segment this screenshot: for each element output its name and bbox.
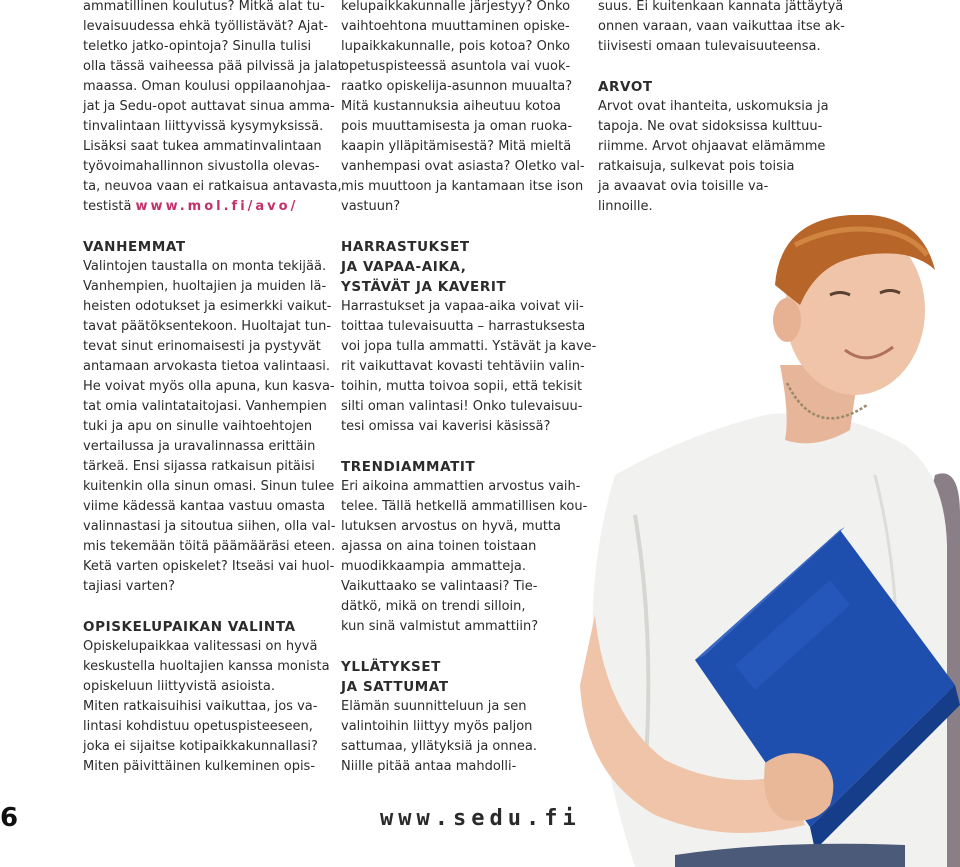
text-line: Valintojen taustalla on monta tekijää. [83, 259, 327, 274]
section-opiskelupaikan-valinta [83, 617, 330, 777]
section-heading: ARVOT [598, 79, 653, 95]
text-line: riimme. Arvot ohjaavat elämämme [598, 139, 826, 154]
text-line: keskustella huoltajien kanssa monista [83, 659, 330, 674]
text-line: maassa. Oman koulusi oppilaanohjaa- [83, 79, 331, 94]
text-line: sattumaa, yllätyksiä ja onnea. [341, 739, 537, 754]
text-line: Elämän suunnitteluun ja sen [341, 699, 527, 714]
text-line: mis tekemään töitä päämääräsi eteen. [83, 539, 336, 554]
text-line: Miten ratkaisuihisi vaikuttaa, jos va- [83, 699, 318, 714]
section-harrastukset [341, 237, 597, 437]
text-line: valintoihin liittyy myös paljon [341, 719, 533, 734]
section-trendiammatit [341, 457, 588, 637]
continued-paragraph [598, 0, 845, 57]
text-line: vaihtoehtona muuttaminen opiske- [341, 19, 570, 34]
text-line: voi jopa tulla ammatti. Ystävät ja kave- [341, 339, 597, 354]
text-line: tärkeä. Ensi sijassa ratkaisun pitäisi [83, 459, 315, 474]
text-line: olla tässä vaiheessa pää pilvissä ja jalat [83, 59, 343, 74]
text-line: vertailussa ja uravalinnassa erittäin [83, 439, 316, 454]
text-line: tevat sinut erinomaisesti ja pystyvät [83, 339, 321, 354]
text-line: Ketä varten opiskelet? Itseäsi vai huol- [83, 559, 335, 574]
text-line: mis muuttoon ja kantamaan itse ison [341, 179, 584, 194]
text-line: kelupaikkakunnalle järjestyy? Onko [341, 0, 571, 14]
text-line: Vaikuttaako se valintaasi? Tie- [341, 579, 538, 594]
text-line: raatko opiskelija-asunnon muualta? [341, 79, 573, 94]
text-line: valinnastasi ja sitoutua siihen, olla val- [83, 519, 336, 534]
section-heading: OPISKELUPAIKAN VALINTA [83, 619, 296, 635]
text-line: telee. Tällä hetkellä ammatillisen kou- [341, 499, 588, 514]
text-line: muodikkaampia ammatteja. [341, 559, 526, 574]
section-vanhemmat [83, 237, 336, 597]
text-line: tavat päätöksentekoon. Huoltajat tun- [83, 319, 332, 334]
text-line: rit vaikuttavat kovasti tehtäviin valin- [341, 359, 585, 374]
section-heading: JA VAPAA-AIKA, [341, 259, 467, 275]
ear [773, 298, 801, 342]
student-photo [575, 215, 960, 867]
text-line: tesi omissa vai kaverisi käsissä? [341, 419, 551, 434]
text-line: joka ei sijaitse kotipaikkakunnallasi? [83, 739, 318, 754]
hand [764, 753, 833, 821]
text-line: tapoja. Ne ovat sidoksissa kulttuu- [598, 119, 823, 134]
text-line: opetuspisteessä asuntola vai vuok- [341, 59, 571, 74]
text-line: tinvalintaan liittyvissä kysymyksissä. [83, 119, 324, 134]
text-line: Niille pitää antaa mahdolli- [341, 759, 517, 774]
intro-paragraph [83, 0, 343, 217]
text-line: levaisuudessa ehkä työllistävät? Ajat- [83, 19, 329, 34]
text-line: tiivisesti omaan tulevaisuuteensa. [598, 39, 821, 54]
text-line: heisten odotukset ja esimerkki vaikut- [83, 299, 332, 314]
text-line: pois muuttamisesta ja oman ruoka- [341, 119, 573, 134]
text-line: silti oman valintasi! Onko tulevaisuu- [341, 399, 583, 414]
text-line: ammatillinen koulutus? Mitkä alat tu- [83, 0, 325, 14]
text-line: tat omia valintataitojasi. Vanhempien [83, 399, 327, 414]
text-line: toihin, mutta toivoa sopii, että tekisit [341, 379, 583, 394]
section-arvot [598, 77, 829, 217]
mol-link[interactable]: www.mol.fi/avo/ [135, 199, 299, 214]
text-line: antamaan arvokasta tietoa valintaasi. [83, 359, 330, 374]
text-line: Mitä kustannuksia aiheutuu kotoa [341, 99, 561, 114]
text-line: viime kädessä kantaa vastuu omasta [83, 499, 326, 514]
text-line: opiskeluun liittyvistä asioista. [83, 679, 275, 694]
section-heading: JA SATTUMAT [341, 679, 449, 695]
text-line: Arvot ovat ihanteita, uskomuksia ja [598, 99, 829, 114]
text-line: Vanhempien, huoltajien ja muiden lä- [83, 279, 327, 294]
continued-paragraph [341, 0, 585, 217]
section-heading: HARRASTUKSET [341, 239, 470, 255]
text-line: lintasi kohdistuu opetuspisteeseen, [83, 719, 313, 734]
text-line: Eri aikoina ammattien arvostus vaih- [341, 479, 581, 494]
text-line: teletko jatko-opintoja? Sinulla tulisi [83, 39, 312, 54]
text-line: työvoimahallinnon sivustolla olevas- [83, 159, 320, 174]
text-line: tuki ja apu on sinulle vaihtoehtojen [83, 419, 313, 434]
page-number: 6 [0, 803, 19, 833]
section-yllatykset [341, 657, 561, 777]
section-heading: YSTÄVÄT JA KAVERIT [341, 279, 507, 295]
text-line: vanhempasi ovat asiasta? Oletko val- [341, 159, 585, 174]
column-3 [598, 0, 845, 217]
text-line: Lisäksi saat tukea ammatinvalintaan [83, 139, 322, 154]
text-line: Opiskelupaikkaa valitessasi on hyvä [83, 639, 318, 654]
section-heading: TRENDIAMMATIT [341, 459, 476, 475]
section-heading: VANHEMMAT [83, 239, 186, 255]
text-line: Harrastukset ja vapaa-aika voivat vii- [341, 299, 584, 314]
text-line: kuitenkin olla sinun omasi. Sinun tulee [83, 479, 335, 494]
text-line: kun sinä valmistut ammattiin? [341, 619, 539, 634]
text-line: onnen varaan, vaan vaikuttaa itse ak- [598, 19, 845, 34]
text-line: dätkö, mikä on trendi silloin, [341, 599, 526, 614]
text-line [83, 197, 303, 217]
text-line: linnoille. [598, 199, 653, 214]
text-line: lupaikkakunnalle, pois kotoa? Onko [341, 39, 571, 54]
text-line: tajiasi varten? [83, 579, 176, 594]
text-line: ta, neuvoa vaan ei ratkaisua antavasta, [83, 179, 342, 194]
footer-url[interactable]: www.sedu.fi [380, 806, 581, 831]
text-fragment: testistä [83, 199, 136, 214]
text-line: He voivat myös olla apuna, kun kasva- [83, 379, 335, 394]
text-line: ja avaavat ovia toisille va- [598, 179, 769, 194]
text-line: lutuksen arvostus on hyvä, mutta [341, 519, 561, 534]
text-line: kaapin ylläpitämisestä? Mitä mieltä [341, 139, 572, 154]
text-line: ajassa on aina toinen toistaan [341, 539, 537, 554]
section-heading: YLLÄTYKSET [341, 659, 441, 675]
text-line: ratkaisuja, sulkevat pois toisia [598, 159, 795, 174]
text-line: toittaa tulevaisuutta – harrastuksesta [341, 319, 586, 334]
text-line: jat ja Sedu-opot auttavat sinua amma- [83, 99, 335, 114]
text-line: Miten päivittäinen kulkeminen opis- [83, 759, 316, 774]
text-line: suus. Ei kuitenkaan kannata jättäytyä [598, 0, 844, 14]
text-line: vastuun? [341, 199, 401, 214]
column-1 [83, 0, 343, 777]
column-2 [341, 0, 597, 777]
